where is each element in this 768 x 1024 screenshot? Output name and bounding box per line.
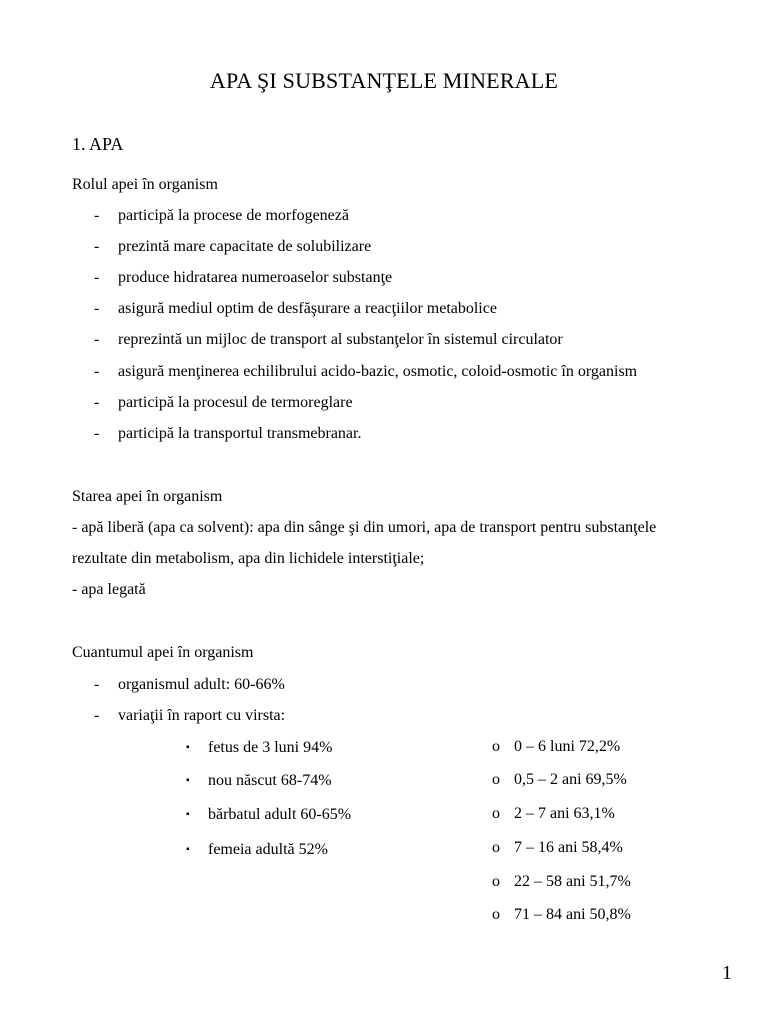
age-list-text: bărbatul adult 60-65% <box>208 806 352 823</box>
rol-item <box>94 331 563 349</box>
starea-heading: Starea apei în organism <box>72 488 223 505</box>
rol-item-text: reprezintă un mijloc de transport al substanţelor în sistemul circulator <box>118 331 563 348</box>
section-heading: 1. APA <box>72 134 124 154</box>
dash-bullet: - <box>94 207 100 224</box>
rol-item <box>94 207 349 225</box>
page-number: 1 <box>722 962 732 984</box>
circle-bullet-icon: o <box>492 906 500 923</box>
cuantumul-item-text: organismul adult: 60-66% <box>118 676 285 693</box>
dash-bullet: - <box>94 269 100 286</box>
age-range-item <box>492 839 623 857</box>
age-range-text: 22 – 58 ani 51,7% <box>514 873 631 890</box>
age-list-item <box>186 772 332 790</box>
age-list-text: nou născut 68-74% <box>208 772 332 789</box>
page-title: APA ŞI SUBSTANŢELE MINERALE <box>209 68 559 93</box>
rol-item-text: asigură menţinerea echilibrului acido-bazic, osmotic, coloid-osmotic în organism <box>118 363 638 380</box>
square-bullet-icon: ▪ <box>186 775 190 786</box>
rol-item <box>94 238 371 256</box>
dash-bullet: - <box>94 676 100 693</box>
rol-item-text: asigură mediul optim de desfăşurare a reacţiilor metabolice <box>118 300 497 317</box>
age-list-item <box>186 841 328 859</box>
cuantumul-item-text: variaţii în raport cu virsta: <box>118 707 286 724</box>
starea-line: rezultate din metabolism, apa din lichidele interstiţiale; <box>72 550 425 567</box>
age-list-item <box>186 806 351 824</box>
circle-bullet-icon: o <box>492 738 500 755</box>
starea-line: - apa legată <box>72 581 146 598</box>
cuantumul-heading: Cuantumul apei în organism <box>72 644 254 661</box>
dash-bullet: - <box>94 425 100 442</box>
age-list-item <box>186 739 332 757</box>
square-bullet-icon: ▪ <box>186 742 190 753</box>
dash-bullet: - <box>94 394 100 411</box>
cuantumul-item <box>94 676 285 694</box>
rol-item-text: participă la procese de morfogeneză <box>118 207 349 224</box>
dash-bullet: - <box>94 238 100 255</box>
age-range-text: 0,5 – 2 ani 69,5% <box>514 771 627 788</box>
rol-item <box>94 363 637 381</box>
circle-bullet-icon: o <box>492 839 500 856</box>
rol-item-text: produce hidratarea numeroaselor substanţe <box>118 269 393 286</box>
rol-item-text: participă la procesul de termoreglare <box>118 394 353 411</box>
age-list-text: femeia adultă 52% <box>208 841 328 858</box>
rol-item <box>94 394 353 412</box>
circle-bullet-icon: o <box>492 771 500 788</box>
dash-bullet: - <box>94 300 100 317</box>
dash-bullet: - <box>94 707 100 724</box>
age-range-item <box>492 771 627 789</box>
rol-item <box>94 425 361 443</box>
rol-item-text: participă la transportul transmebranar. <box>118 425 362 442</box>
rol-item <box>94 269 392 287</box>
rol-heading: Rolul apei în organism <box>72 176 218 193</box>
age-range-item <box>492 873 631 891</box>
dash-bullet: - <box>94 331 100 348</box>
age-range-item <box>492 805 615 823</box>
age-range-text: 2 – 7 ani 63,1% <box>514 805 615 822</box>
age-range-item <box>492 906 631 924</box>
age-range-text: 7 – 16 ani 58,4% <box>514 839 623 856</box>
starea-line: - apă liberă (apa ca solvent): apa din sânge şi din umori, apa de transport pentru substanţele <box>72 519 657 536</box>
rol-item-text: prezintă mare capacitate de solubilizare <box>118 238 372 255</box>
age-range-item <box>492 738 620 756</box>
square-bullet-icon: ▪ <box>186 844 190 855</box>
cuantumul-item <box>94 707 285 725</box>
age-range-text: 0 – 6 luni 72,2% <box>514 738 621 755</box>
age-list-text: fetus de 3 luni 94% <box>208 739 333 756</box>
square-bullet-icon: ▪ <box>186 809 190 820</box>
dash-bullet: - <box>94 363 100 380</box>
circle-bullet-icon: o <box>492 805 500 822</box>
circle-bullet-icon: o <box>492 873 500 890</box>
age-range-text: 71 – 84 ani 50,8% <box>514 906 631 923</box>
rol-item <box>94 300 497 318</box>
